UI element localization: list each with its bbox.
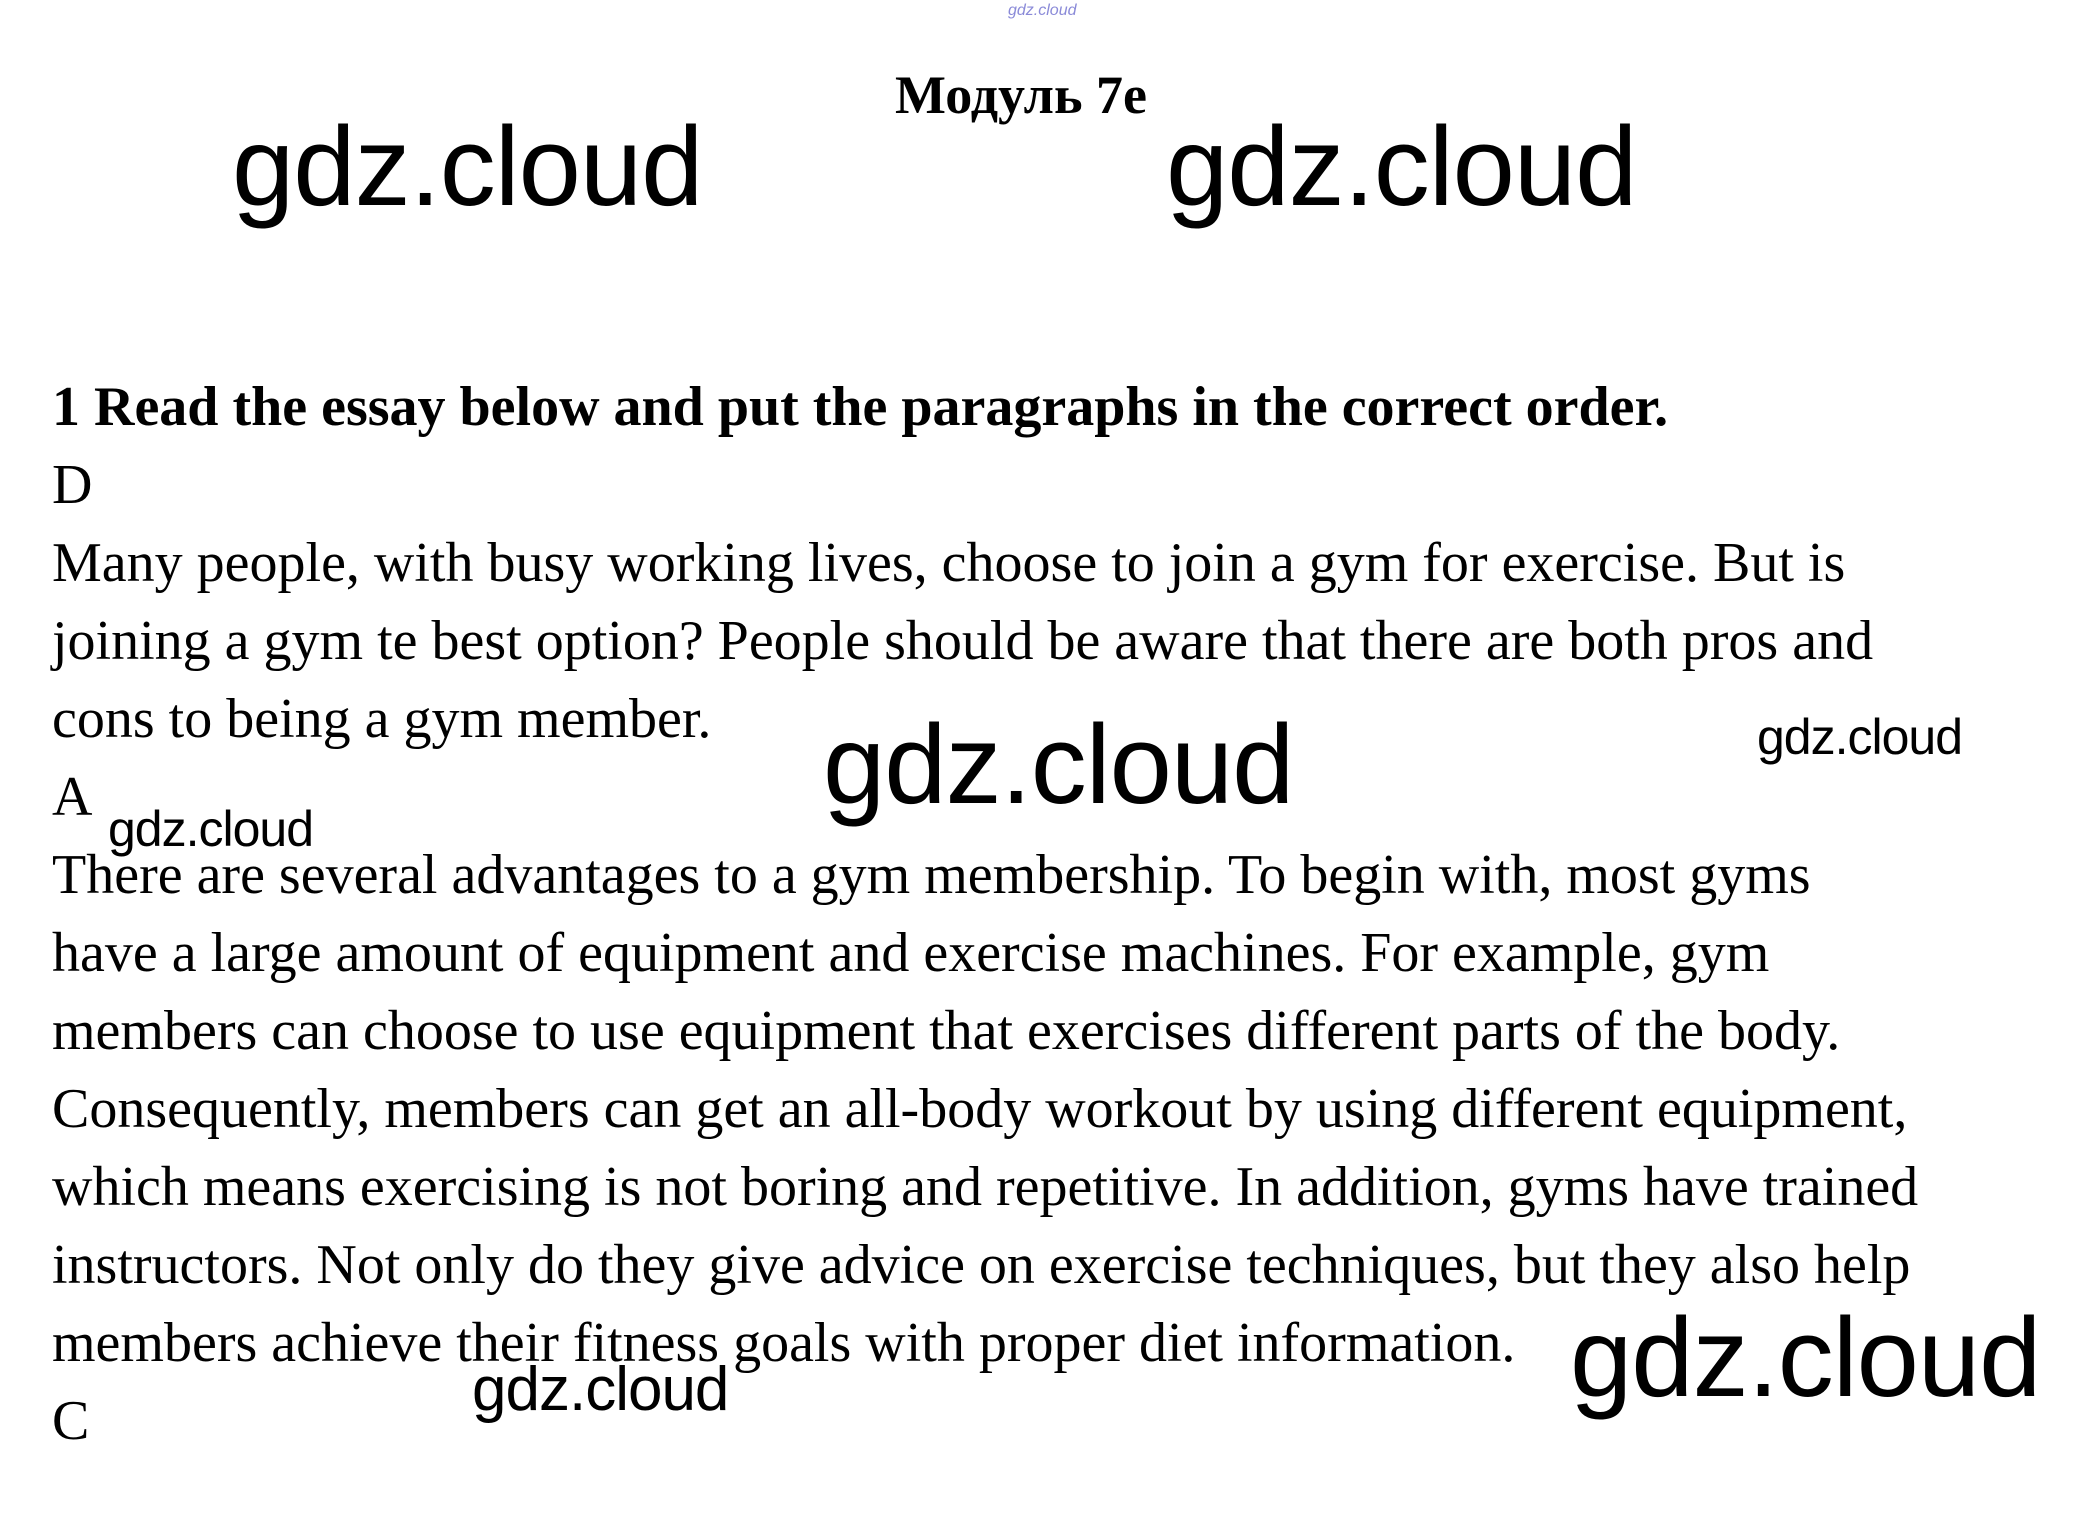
paragraph-line: joining a gym te best option? People should be aware that there are both pros and (52, 610, 1874, 672)
watermark-logo: gdz.cloud (1757, 709, 1963, 765)
paragraph-letter-c: C (52, 1390, 90, 1452)
paragraph-line: members achieve their fitness goals with proper diet information. (52, 1312, 1516, 1374)
paragraph-letter-a: A (52, 766, 93, 828)
paragraph-letter-d: D (52, 454, 93, 516)
watermark-logo: gdz.cloud (1166, 104, 1637, 229)
paragraph-line: instructors. Not only do they give advice on exercise techniques, but they also help (52, 1234, 1911, 1296)
paragraph-line: members can choose to use equipment that exercises different parts of the body. (52, 1000, 1841, 1062)
module-title: Модуль 7е (895, 65, 1147, 125)
paragraph-line: There are several advantages to a gym membership. To begin with, most gyms (52, 844, 1811, 906)
top-watermark: gdz.cloud (1008, 2, 1077, 19)
watermark-logo: gdz.cloud (472, 1355, 729, 1424)
watermark-logo: gdz.cloud (1570, 1295, 2041, 1420)
watermark-logo: gdz.cloud (823, 702, 1294, 827)
paragraph-line: have a large amount of equipment and exercise machines. For example, gym (52, 922, 1770, 984)
paragraph-line: Many people, with busy working lives, choose to join a gym for exercise. But is (52, 532, 1846, 594)
paragraph-line: Consequently, members can get an all-body workout by using different equipment, (52, 1078, 1908, 1140)
paragraph-line: cons to being a gym member. (52, 688, 712, 750)
watermark-logo: gdz.cloud (232, 104, 703, 229)
watermark-logo: gdz.cloud (108, 801, 314, 857)
paragraph-line: which means exercising is not boring and repetitive. In addition, gyms have trained (52, 1156, 1919, 1218)
task-heading: 1 Read the essay below and put the paragraphs in the correct order. (52, 376, 1669, 438)
